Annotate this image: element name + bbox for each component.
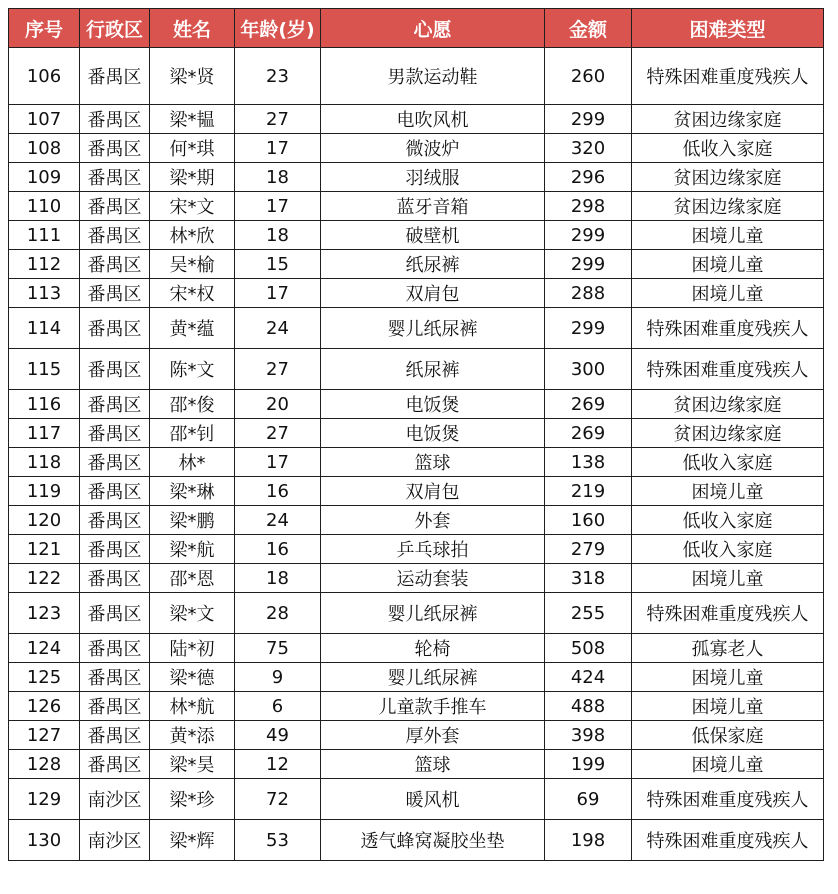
table-row <box>9 308 824 349</box>
wish-table <box>8 8 824 861</box>
cell-name: 林*航 <box>150 692 235 721</box>
cell-age: 23 <box>235 48 321 105</box>
cell-wish: 电吹风机 <box>321 105 545 134</box>
cell-wish: 微波炉 <box>321 134 545 163</box>
cell-age: 27 <box>235 105 321 134</box>
cell-amount: 138 <box>545 448 632 477</box>
cell-age: 16 <box>235 535 321 564</box>
cell-age: 18 <box>235 564 321 593</box>
table-row <box>9 692 824 721</box>
cell-type: 贫困边缘家庭 <box>632 163 824 192</box>
table-row <box>9 390 824 419</box>
cell-amount: 320 <box>545 134 632 163</box>
cell-district: 番禺区 <box>80 477 150 506</box>
cell-id: 123 <box>9 593 80 634</box>
table-row <box>9 448 824 477</box>
cell-id: 108 <box>9 134 80 163</box>
cell-amount: 299 <box>545 105 632 134</box>
cell-wish: 外套 <box>321 506 545 535</box>
cell-name: 邵*恩 <box>150 564 235 593</box>
cell-name: 邵*钊 <box>150 419 235 448</box>
cell-age: 27 <box>235 419 321 448</box>
cell-district: 番禺区 <box>80 349 150 390</box>
cell-district: 番禺区 <box>80 535 150 564</box>
cell-wish: 乒乓球拍 <box>321 535 545 564</box>
cell-wish: 厚外套 <box>321 721 545 750</box>
cell-name: 何*琪 <box>150 134 235 163</box>
cell-amount: 269 <box>545 419 632 448</box>
cell-id: 130 <box>9 820 80 861</box>
cell-district: 番禺区 <box>80 221 150 250</box>
header-name: 姓名 <box>150 9 235 48</box>
table-body <box>9 48 824 861</box>
header-district: 行政区 <box>80 9 150 48</box>
cell-type: 困境儿童 <box>632 250 824 279</box>
cell-age: 6 <box>235 692 321 721</box>
table-row <box>9 820 824 861</box>
cell-amount: 199 <box>545 750 632 779</box>
cell-age: 20 <box>235 390 321 419</box>
cell-amount: 398 <box>545 721 632 750</box>
cell-amount: 69 <box>545 779 632 820</box>
cell-id: 110 <box>9 192 80 221</box>
header-type: 困难类型 <box>632 9 824 48</box>
table-header-row <box>9 9 824 48</box>
cell-wish: 双肩包 <box>321 477 545 506</box>
cell-name: 梁*韫 <box>150 105 235 134</box>
cell-district: 番禺区 <box>80 564 150 593</box>
cell-id: 125 <box>9 663 80 692</box>
table-row <box>9 779 824 820</box>
cell-district: 番禺区 <box>80 308 150 349</box>
cell-type: 特殊困难重度残疾人 <box>632 349 824 390</box>
cell-type: 孤寡老人 <box>632 634 824 663</box>
cell-name: 吴*榆 <box>150 250 235 279</box>
cell-type: 低收入家庭 <box>632 448 824 477</box>
cell-type: 低保家庭 <box>632 721 824 750</box>
cell-age: 24 <box>235 506 321 535</box>
cell-age: 75 <box>235 634 321 663</box>
cell-name: 宋*文 <box>150 192 235 221</box>
cell-name: 梁*德 <box>150 663 235 692</box>
table-row <box>9 48 824 105</box>
cell-age: 12 <box>235 750 321 779</box>
cell-wish: 暖风机 <box>321 779 545 820</box>
cell-name: 梁*文 <box>150 593 235 634</box>
header-age: 年龄(岁) <box>235 9 321 48</box>
cell-amount: 260 <box>545 48 632 105</box>
cell-id: 111 <box>9 221 80 250</box>
cell-district: 番禺区 <box>80 192 150 221</box>
cell-type: 特殊困难重度残疾人 <box>632 779 824 820</box>
cell-wish: 婴儿纸尿裤 <box>321 593 545 634</box>
cell-district: 番禺区 <box>80 593 150 634</box>
cell-district: 番禺区 <box>80 419 150 448</box>
cell-district: 番禺区 <box>80 448 150 477</box>
cell-wish: 透气蜂窝凝胶坐垫 <box>321 820 545 861</box>
cell-amount: 219 <box>545 477 632 506</box>
cell-name: 黄*添 <box>150 721 235 750</box>
cell-type: 贫困边缘家庭 <box>632 419 824 448</box>
cell-type: 贫困边缘家庭 <box>632 105 824 134</box>
cell-id: 116 <box>9 390 80 419</box>
table-row <box>9 279 824 308</box>
cell-district: 番禺区 <box>80 105 150 134</box>
header-wish: 心愿 <box>321 9 545 48</box>
header-id: 序号 <box>9 9 80 48</box>
table-row <box>9 163 824 192</box>
cell-age: 17 <box>235 192 321 221</box>
cell-name: 梁*期 <box>150 163 235 192</box>
cell-name: 陈*文 <box>150 349 235 390</box>
cell-name: 梁*贤 <box>150 48 235 105</box>
cell-id: 114 <box>9 308 80 349</box>
cell-name: 梁*辉 <box>150 820 235 861</box>
cell-amount: 296 <box>545 163 632 192</box>
cell-wish: 轮椅 <box>321 634 545 663</box>
cell-amount: 300 <box>545 349 632 390</box>
cell-id: 106 <box>9 48 80 105</box>
header-amount: 金额 <box>545 9 632 48</box>
cell-id: 109 <box>9 163 80 192</box>
cell-district: 番禺区 <box>80 692 150 721</box>
cell-age: 49 <box>235 721 321 750</box>
cell-age: 53 <box>235 820 321 861</box>
cell-id: 124 <box>9 634 80 663</box>
cell-type: 低收入家庭 <box>632 506 824 535</box>
cell-age: 9 <box>235 663 321 692</box>
cell-wish: 电饭煲 <box>321 419 545 448</box>
cell-type: 困境儿童 <box>632 477 824 506</box>
cell-wish: 纸尿裤 <box>321 250 545 279</box>
cell-type: 贫困边缘家庭 <box>632 390 824 419</box>
cell-wish: 婴儿纸尿裤 <box>321 663 545 692</box>
cell-district: 番禺区 <box>80 134 150 163</box>
cell-type: 困境儿童 <box>632 750 824 779</box>
cell-id: 128 <box>9 750 80 779</box>
cell-id: 121 <box>9 535 80 564</box>
cell-type: 低收入家庭 <box>632 535 824 564</box>
cell-id: 127 <box>9 721 80 750</box>
table-row <box>9 593 824 634</box>
cell-id: 113 <box>9 279 80 308</box>
table-row <box>9 221 824 250</box>
cell-id: 129 <box>9 779 80 820</box>
cell-age: 17 <box>235 134 321 163</box>
cell-district: 南沙区 <box>80 820 150 861</box>
cell-id: 115 <box>9 349 80 390</box>
cell-amount: 508 <box>545 634 632 663</box>
cell-name: 林* <box>150 448 235 477</box>
cell-amount: 269 <box>545 390 632 419</box>
cell-wish: 篮球 <box>321 750 545 779</box>
cell-type: 特殊困难重度残疾人 <box>632 593 824 634</box>
cell-type: 特殊困难重度残疾人 <box>632 820 824 861</box>
cell-amount: 299 <box>545 250 632 279</box>
cell-type: 困境儿童 <box>632 564 824 593</box>
cell-name: 梁*珍 <box>150 779 235 820</box>
cell-wish: 电饭煲 <box>321 390 545 419</box>
cell-name: 黄*蕴 <box>150 308 235 349</box>
cell-id: 112 <box>9 250 80 279</box>
cell-district: 番禺区 <box>80 506 150 535</box>
cell-id: 122 <box>9 564 80 593</box>
cell-name: 林*欣 <box>150 221 235 250</box>
cell-name: 梁*鹏 <box>150 506 235 535</box>
table-row <box>9 192 824 221</box>
cell-amount: 424 <box>545 663 632 692</box>
cell-wish: 运动套装 <box>321 564 545 593</box>
cell-age: 72 <box>235 779 321 820</box>
cell-district: 番禺区 <box>80 721 150 750</box>
table-row <box>9 535 824 564</box>
cell-amount: 488 <box>545 692 632 721</box>
cell-district: 番禺区 <box>80 390 150 419</box>
cell-type: 困境儿童 <box>632 663 824 692</box>
cell-id: 126 <box>9 692 80 721</box>
table-row <box>9 721 824 750</box>
cell-name: 宋*权 <box>150 279 235 308</box>
cell-district: 番禺区 <box>80 663 150 692</box>
cell-amount: 160 <box>545 506 632 535</box>
cell-name: 梁*昊 <box>150 750 235 779</box>
cell-district: 番禺区 <box>80 48 150 105</box>
cell-district: 南沙区 <box>80 779 150 820</box>
cell-age: 17 <box>235 448 321 477</box>
cell-amount: 288 <box>545 279 632 308</box>
cell-amount: 279 <box>545 535 632 564</box>
table-row <box>9 634 824 663</box>
cell-district: 番禺区 <box>80 250 150 279</box>
cell-wish: 婴儿纸尿裤 <box>321 308 545 349</box>
cell-age: 16 <box>235 477 321 506</box>
cell-wish: 儿童款手推车 <box>321 692 545 721</box>
table-row <box>9 134 824 163</box>
cell-id: 119 <box>9 477 80 506</box>
cell-amount: 318 <box>545 564 632 593</box>
cell-district: 番禺区 <box>80 163 150 192</box>
cell-amount: 299 <box>545 308 632 349</box>
cell-wish: 破壁机 <box>321 221 545 250</box>
cell-age: 18 <box>235 163 321 192</box>
cell-type: 贫困边缘家庭 <box>632 192 824 221</box>
cell-type: 特殊困难重度残疾人 <box>632 308 824 349</box>
cell-name: 邵*俊 <box>150 390 235 419</box>
table-row <box>9 477 824 506</box>
cell-name: 梁*琳 <box>150 477 235 506</box>
cell-type: 困境儿童 <box>632 279 824 308</box>
cell-type: 困境儿童 <box>632 221 824 250</box>
cell-name: 陆*初 <box>150 634 235 663</box>
cell-name: 梁*航 <box>150 535 235 564</box>
cell-id: 117 <box>9 419 80 448</box>
cell-wish: 蓝牙音箱 <box>321 192 545 221</box>
table-row <box>9 105 824 134</box>
cell-district: 番禺区 <box>80 279 150 308</box>
cell-id: 118 <box>9 448 80 477</box>
cell-amount: 198 <box>545 820 632 861</box>
table-row <box>9 250 824 279</box>
cell-amount: 255 <box>545 593 632 634</box>
cell-amount: 298 <box>545 192 632 221</box>
cell-age: 27 <box>235 349 321 390</box>
cell-wish: 篮球 <box>321 448 545 477</box>
table-row <box>9 419 824 448</box>
cell-district: 番禺区 <box>80 634 150 663</box>
table-row <box>9 349 824 390</box>
cell-id: 120 <box>9 506 80 535</box>
cell-wish: 男款运动鞋 <box>321 48 545 105</box>
table-row <box>9 506 824 535</box>
cell-age: 28 <box>235 593 321 634</box>
cell-age: 24 <box>235 308 321 349</box>
cell-type: 低收入家庭 <box>632 134 824 163</box>
cell-age: 18 <box>235 221 321 250</box>
cell-type: 困境儿童 <box>632 692 824 721</box>
cell-amount: 299 <box>545 221 632 250</box>
cell-age: 15 <box>235 250 321 279</box>
cell-age: 17 <box>235 279 321 308</box>
table-row <box>9 750 824 779</box>
cell-wish: 羽绒服 <box>321 163 545 192</box>
table-row <box>9 564 824 593</box>
cell-wish: 双肩包 <box>321 279 545 308</box>
table-row <box>9 663 824 692</box>
cell-district: 番禺区 <box>80 750 150 779</box>
cell-id: 107 <box>9 105 80 134</box>
cell-type: 特殊困难重度残疾人 <box>632 48 824 105</box>
cell-wish: 纸尿裤 <box>321 349 545 390</box>
